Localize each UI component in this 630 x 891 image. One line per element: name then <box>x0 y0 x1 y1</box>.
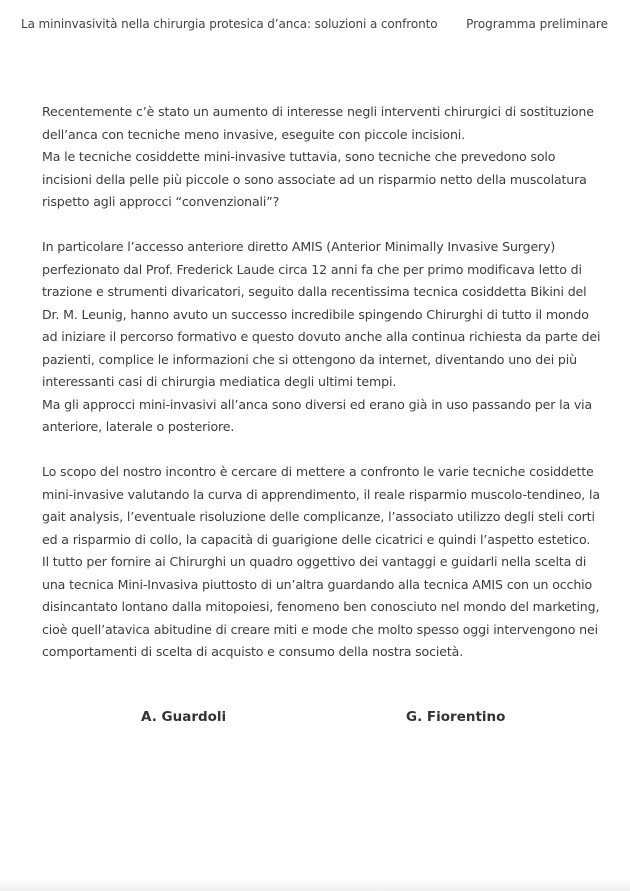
document-header-title: La mininvasività nella chirurgia protesica d’anca: soluzioni a confronto <box>21 17 438 31</box>
text-line: Lo scopo del nostro incontro è cercare di mettere a confronto le varie tecniche cosiddette <box>42 464 594 479</box>
text-line: dell’anca con tecniche meno invasive, eseguite con piccole incisioni. <box>42 126 466 142</box>
signature-guardoli: A. Guardoli <box>141 709 227 725</box>
text-line: gait analysis, l’eventuale risoluzione delle complicanze, l’associato utilizzo degli steli corti <box>42 509 595 524</box>
text-line: Ma le tecniche cosiddette mini-invasive tuttavia, sono tecniche che prevedono solo <box>42 149 556 164</box>
page-bottom-shadow <box>0 879 630 891</box>
text-line: Il tutto per fornire ai Chirurghi un quadro oggettivo dei vantaggi e guidarli nella scelta di <box>42 554 587 569</box>
paragraph-intro <box>42 101 592 214</box>
text-line: Ma gli approcci mini-invasivi all’anca sono diversi ed erano già in uso passando per la via <box>42 396 593 412</box>
text-line: ed a risparmio di collo, la capacità di guarigione delle cicatrici e quindi l’aspetto estetico. <box>42 531 591 547</box>
text-line: una tecnica Mini-Invasiva piuttosto di un’altra guardando alla tecnica AMIS con un occhio <box>42 576 593 592</box>
text-line: disincantato lontano dalla mitopoiesi, fenomeno ben conosciuto nel mondo del marketing, <box>42 599 600 614</box>
text-line: In particolare l’accesso anteriore diretto AMIS (Anterior Minimally Invasive Surgery) <box>42 239 556 254</box>
body-text <box>42 101 601 686</box>
signature-fiorentino: G. Fiorentino <box>406 709 506 725</box>
text-line: trazione e strumenti divaricatori, seguito dalla recentissima tecnica cosiddetta Bikini del <box>42 284 587 299</box>
text-line: Dr. M. Leunig, hanno avuto un successo incredibile spingendo Chirurghi di tutto il mondo <box>42 306 589 322</box>
text-line: incisioni della pelle più piccole o sono associate ad un risparmio netto della muscolatura <box>42 171 587 187</box>
text-line: anteriore, laterale o posteriore. <box>42 419 235 434</box>
text-line: cioè quell’atavica abitudine di creare miti e mode che molto spesso oggi intervengono nei <box>42 621 598 637</box>
text-line: perfezionato dal Prof. Frederick Laude circa 12 anni fa che per primo modificava letto di <box>42 261 582 277</box>
text-line: mini-invasive valutando la curva di apprendimento, il reale risparmio muscolo-tendineo, la <box>42 486 600 502</box>
paragraph-scope <box>42 461 600 664</box>
text-line: ad iniziare il percorso formativo e questo dovuto anche alla continua richiesta da parte dei <box>42 329 601 344</box>
text-line: Recentemente c’è stato un aumento di interesse negli interventi chirurgici di sostituzione <box>42 104 594 119</box>
document-header-section: Programma preliminare <box>466 17 608 31</box>
text-line: pazienti, complice le informazioni che si ottengono da internet, diventando uno dei più <box>42 351 577 367</box>
text-line: rispetto agli approcci “convenzionali”? <box>42 194 280 209</box>
paragraph-amis <box>42 236 601 439</box>
text-line: interessanti casi di chirurgia mediatica degli ultimi tempi. <box>42 374 397 389</box>
text-line: comportamenti di scelta di acquisto e consumo della nostra società. <box>42 644 464 659</box>
